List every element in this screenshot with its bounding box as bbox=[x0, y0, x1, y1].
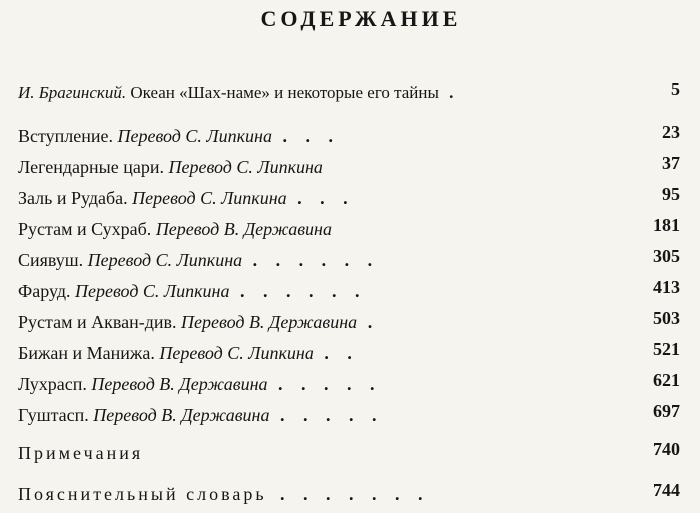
toc-translator: Перевод С. Липкина bbox=[132, 188, 287, 208]
toc-entry bbox=[18, 185, 682, 211]
toc-leader-dots: . . . . . . bbox=[252, 250, 380, 270]
toc-entry bbox=[18, 247, 682, 273]
toc-translator: Перевод В. Державина bbox=[155, 219, 332, 239]
toc-page-number: 37 bbox=[662, 153, 680, 173]
toc-page-number: 413 bbox=[653, 277, 680, 297]
toc-title: Пояснительный словарь bbox=[18, 484, 267, 504]
toc-title: Заль и Рудаба. bbox=[18, 188, 128, 208]
toc-page-number: 95 bbox=[662, 184, 680, 204]
toc-page-number: 740 bbox=[653, 439, 680, 459]
toc-title: Гуштасп. bbox=[18, 405, 89, 425]
toc-entry bbox=[18, 309, 682, 335]
toc-entry bbox=[18, 154, 682, 180]
toc-entry-notes bbox=[18, 440, 682, 466]
toc-translator: Перевод С. Липкина bbox=[168, 157, 323, 177]
toc-page-number: 23 bbox=[662, 122, 680, 142]
toc-leader-dots: . bbox=[367, 312, 380, 332]
toc-leader-dots: . . . bbox=[297, 188, 355, 208]
toc-translator: Перевод С. Липкина bbox=[75, 281, 230, 301]
toc-entry-intro bbox=[18, 80, 682, 106]
toc-page-number: 521 bbox=[653, 339, 680, 359]
page-title: СОДЕРЖАНИЕ bbox=[260, 6, 462, 31]
toc-title: Сиявуш. bbox=[18, 250, 84, 270]
toc-entry bbox=[18, 216, 682, 242]
toc-leader-dots: . bbox=[449, 83, 461, 102]
toc-leader-dots: . . . . . bbox=[279, 405, 384, 425]
toc-leader-dots: . . . bbox=[282, 126, 340, 146]
toc-leader-dots: . . . . . . . bbox=[280, 484, 430, 504]
toc-page-number: 305 bbox=[653, 246, 680, 266]
toc-title: Бижан и Манижа. bbox=[18, 343, 155, 363]
toc-leader-dots: . . . . . bbox=[278, 374, 382, 394]
toc-page-number: 181 bbox=[653, 215, 680, 235]
toc-title: Рустам и Акван-див. bbox=[18, 312, 177, 332]
toc-title: Фаруд. bbox=[18, 281, 71, 301]
toc-title: Примечания bbox=[18, 443, 144, 463]
toc-translator: Перевод В. Державина bbox=[91, 374, 268, 394]
toc-translator: Перевод С. Липкина bbox=[117, 126, 272, 146]
toc-translator: Перевод С. Липкина bbox=[159, 343, 314, 363]
toc-page-number: 621 bbox=[653, 370, 680, 390]
toc-leader-dots: . . . . . . bbox=[239, 281, 367, 301]
toc-page-number: 5 bbox=[671, 79, 680, 99]
toc-translator: Перевод В. Державина bbox=[181, 312, 358, 332]
toc-title: Легендарные цари. bbox=[18, 157, 164, 177]
toc-leader-dots: . . bbox=[324, 343, 359, 363]
toc-page-number: 697 bbox=[653, 401, 680, 421]
toc-translator: Перевод В. Державина bbox=[93, 405, 270, 425]
toc-entry bbox=[18, 371, 682, 397]
toc-author: И. Брагинский. bbox=[18, 83, 127, 102]
toc-page-number: 744 bbox=[653, 480, 680, 500]
toc-page-number: 503 bbox=[653, 308, 680, 328]
toc-title: Рустам и Сухраб. bbox=[18, 219, 152, 239]
toc-entry bbox=[18, 340, 682, 366]
toc-translator: Перевод С. Липкина bbox=[87, 250, 243, 270]
toc-title: Океан «Шах-наме» и некоторые его тайны bbox=[130, 83, 439, 102]
toc-title: Лухрасп. bbox=[18, 374, 87, 394]
toc-entry bbox=[18, 123, 682, 149]
toc-entry bbox=[18, 278, 682, 304]
toc-entry bbox=[18, 402, 682, 428]
toc-title: Вступление. bbox=[18, 126, 113, 146]
toc-entry-glossary bbox=[18, 481, 682, 507]
